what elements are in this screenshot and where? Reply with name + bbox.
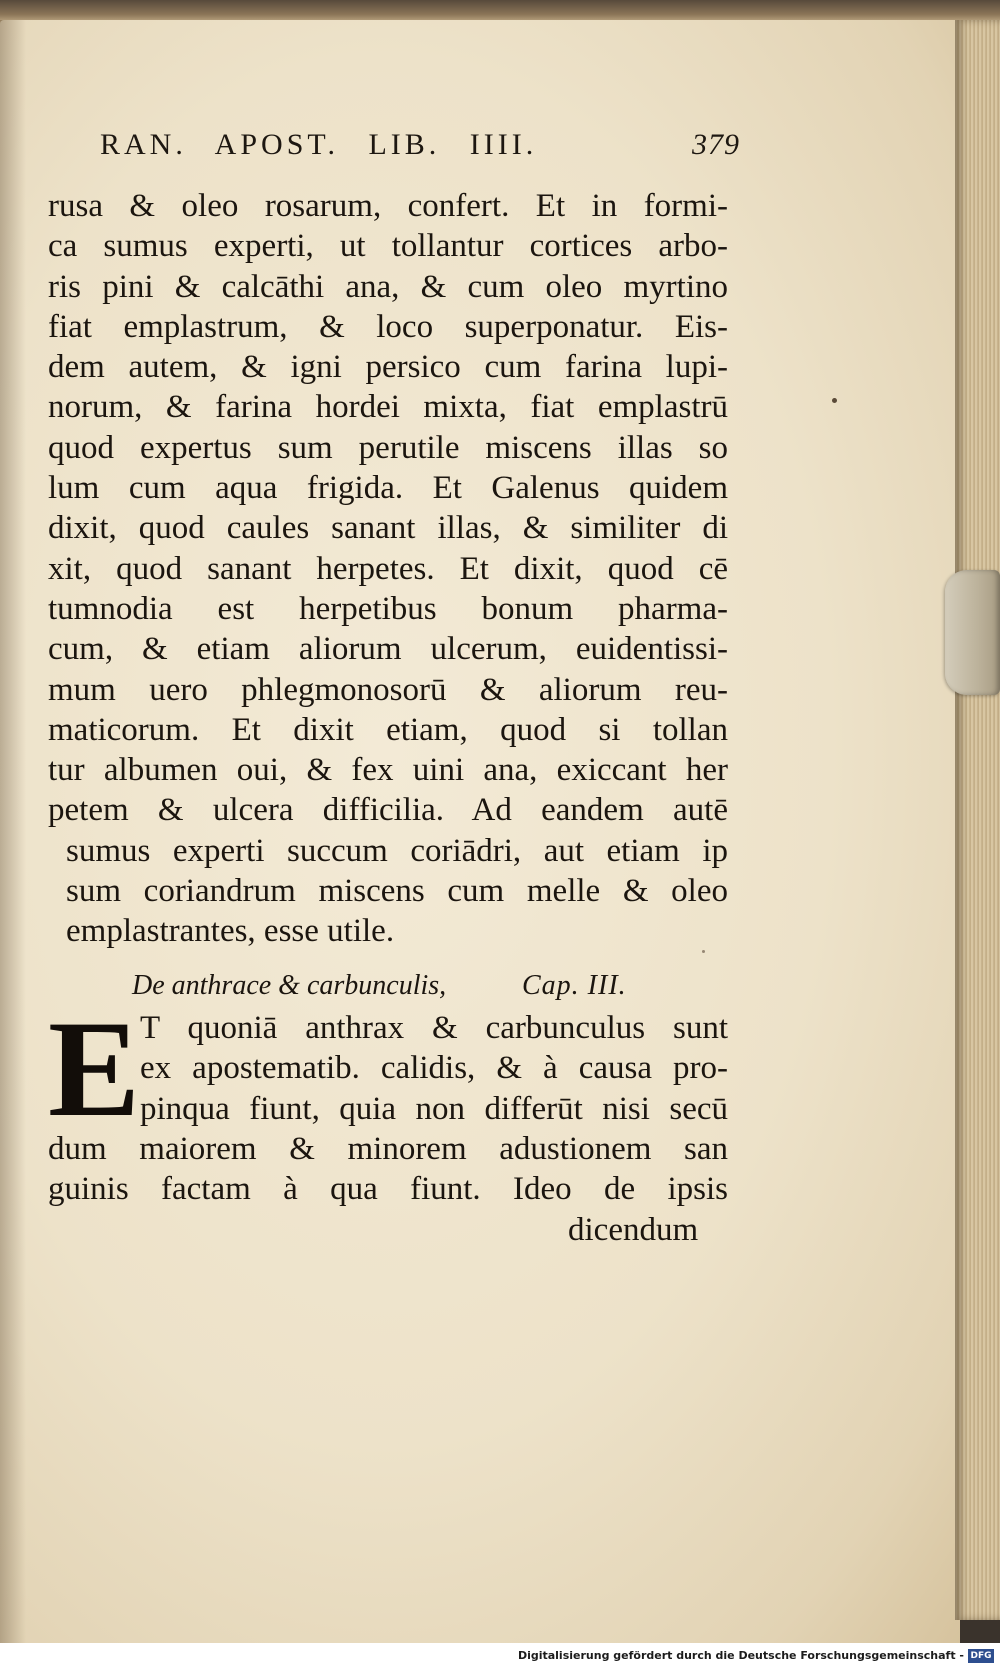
running-head: RAN. APOST. LIB. IIII. [100, 128, 538, 161]
text-line: maticorum. Et dixit etiam, quod si tollan [48, 711, 728, 748]
chapter-title: De anthrace & carbunculis, [132, 970, 447, 1001]
page-fore-edge [955, 20, 1000, 1620]
text-line: tur albumen oui, & fex uini ana, exiccant her [48, 752, 728, 789]
ink-speck [832, 398, 837, 403]
text-line: ca sumus experti, ut tollantur cortices arbo- [48, 228, 728, 265]
chapter-number: Cap. III. [522, 970, 627, 1001]
text-line: norum, & farina hordei mixta, fiat emplastrū [48, 389, 728, 426]
footer-credit: Digitalisierung gefördert durch die Deutsche Forschungsgemeinschaft - [517, 1649, 964, 1662]
text-line: dixit, quod caules sanant illas, & similiter di [48, 510, 728, 547]
catchword: dicendum [568, 1212, 699, 1248]
chapter-text [48, 1129, 728, 1210]
text-line: cum, & etiam aliorum ulcerum, euidentissi- [48, 631, 728, 668]
text-line: xit, quod sanant herpetes. Et dixit, quod cē [48, 550, 728, 587]
text-line: petem & ulcera difficilia. Ad eandem autē [48, 792, 728, 829]
text-line: dem autem, & igni persico cum farina lupi- [48, 349, 728, 386]
footer-bar [0, 1643, 1000, 1673]
text-line: T quoniā anthrax & carbunculus sunt [140, 1010, 728, 1046]
text-line: rusa & oleo rosarum, confert. Et in formi- [48, 188, 728, 224]
reference-tab [945, 570, 1000, 695]
text-line: sum coriandrum miscens cum melle & oleo [66, 873, 728, 910]
text-line: ris pini & calcāthi ana, & cum oleo myrtino [48, 268, 728, 305]
text-line: sumus experti succum coriādri, aut etiam ip [66, 832, 728, 869]
text-line: quod expertus sum perutile miscens illas so [48, 429, 728, 466]
page-header [100, 128, 740, 168]
text-line: emplastrantes, esse utile. [66, 913, 395, 950]
text-line: pinqua fiunt, quia non differūt nisi secū [140, 1090, 728, 1127]
text-line: fiat emplastrum, & loco superponatur. Eis- [48, 308, 728, 345]
drop-cap-initial: E [48, 992, 141, 1145]
text-line: guinis factam à qua fiunt. Ideo de ipsis [48, 1171, 728, 1208]
paragraph-continued [48, 186, 728, 952]
text-line: lum cum aqua frigida. Et Galenus quidem [48, 470, 728, 507]
dfg-logo: DFG [968, 1649, 994, 1663]
text-line: tumnodia est herpetibus bonum pharma- [48, 590, 728, 627]
text-line: mum uero phlegmonosorū & aliorum reu- [48, 671, 728, 708]
text-line: dum maiorem & minorem adustionem san [48, 1131, 728, 1167]
chapter-text-beside-initial [140, 1008, 728, 1129]
page-number: 379 [692, 128, 740, 161]
text-line: ex apostematib. calidis, & à causa pro- [140, 1050, 728, 1087]
